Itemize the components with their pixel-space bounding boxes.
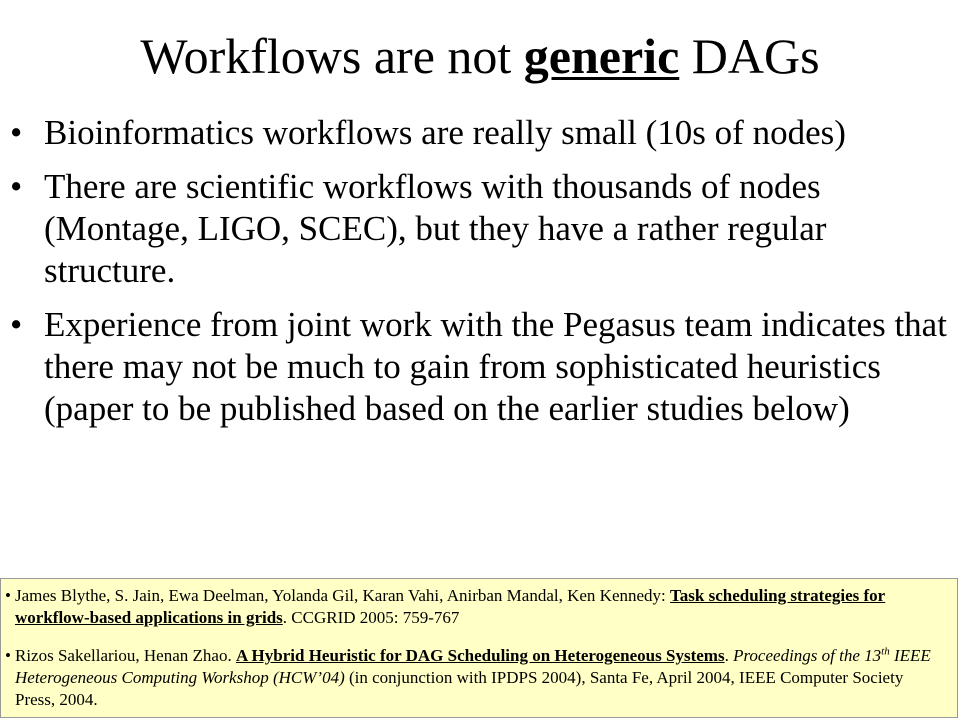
reference-marker: • — [5, 586, 11, 605]
reference-details: (in conjunction with IPDPS 2004), Santa Fe, April 2004, IEEE Computer Society Press, 2004. — [15, 668, 904, 709]
bullet-text: Bioinformatics workflows are really small (10s of nodes) — [44, 113, 846, 152]
reference-venue-superscript: th — [881, 645, 890, 658]
reference-authors: James Blythe, S. Jain, Ewa Deelman, Yolanda Gil, Karan Vahi, Anirban Mandal, Ken Kennedy: — [15, 586, 671, 605]
reference-paper-link[interactable]: A Hybrid Heuristic for DAG Scheduling on Heterogeneous Systems — [235, 646, 725, 665]
reference-paper-link[interactable]: Task scheduling strategies for workflow-based applications in grids — [15, 586, 886, 627]
bullet-marker: • — [10, 167, 23, 206]
reference-item — [1, 645, 957, 711]
bullet-text: Experience from joint work with the Pegasus team indicates that there may not be much to gain from sophisticated heuristics (paper to be published based on the earlier studies below) — [44, 305, 947, 428]
reference-separator: . — [724, 646, 734, 665]
reference-details: . CCGRID 2005: 759-767 — [282, 608, 460, 627]
reference-venue-prefix: Proceedings of the 13 — [733, 646, 882, 665]
bullet-text: There are scientific workflows with thousands of nodes (Montage, LIGO, SCEC), but they have a rather regular structure. — [44, 167, 827, 290]
reference-venue-suffix: IEEE Heterogeneous Computing Workshop (HCW’04) — [15, 646, 931, 687]
bullet-marker: • — [10, 113, 23, 152]
title-suffix: DAGs — [679, 28, 820, 84]
title-prefix: Workflows are not — [140, 28, 524, 84]
bullet-item — [0, 166, 960, 292]
slide-title — [0, 26, 960, 86]
bullet-list — [0, 112, 960, 442]
bullet-marker: • — [10, 305, 23, 344]
reference-item — [1, 585, 957, 629]
references-box — [0, 578, 958, 718]
bullet-item — [0, 304, 960, 430]
title-emphasis: generic — [523, 28, 680, 84]
reference-marker: • — [5, 646, 11, 665]
bullet-item — [0, 112, 960, 154]
reference-authors: Rizos Sakellariou, Henan Zhao. — [15, 646, 236, 665]
